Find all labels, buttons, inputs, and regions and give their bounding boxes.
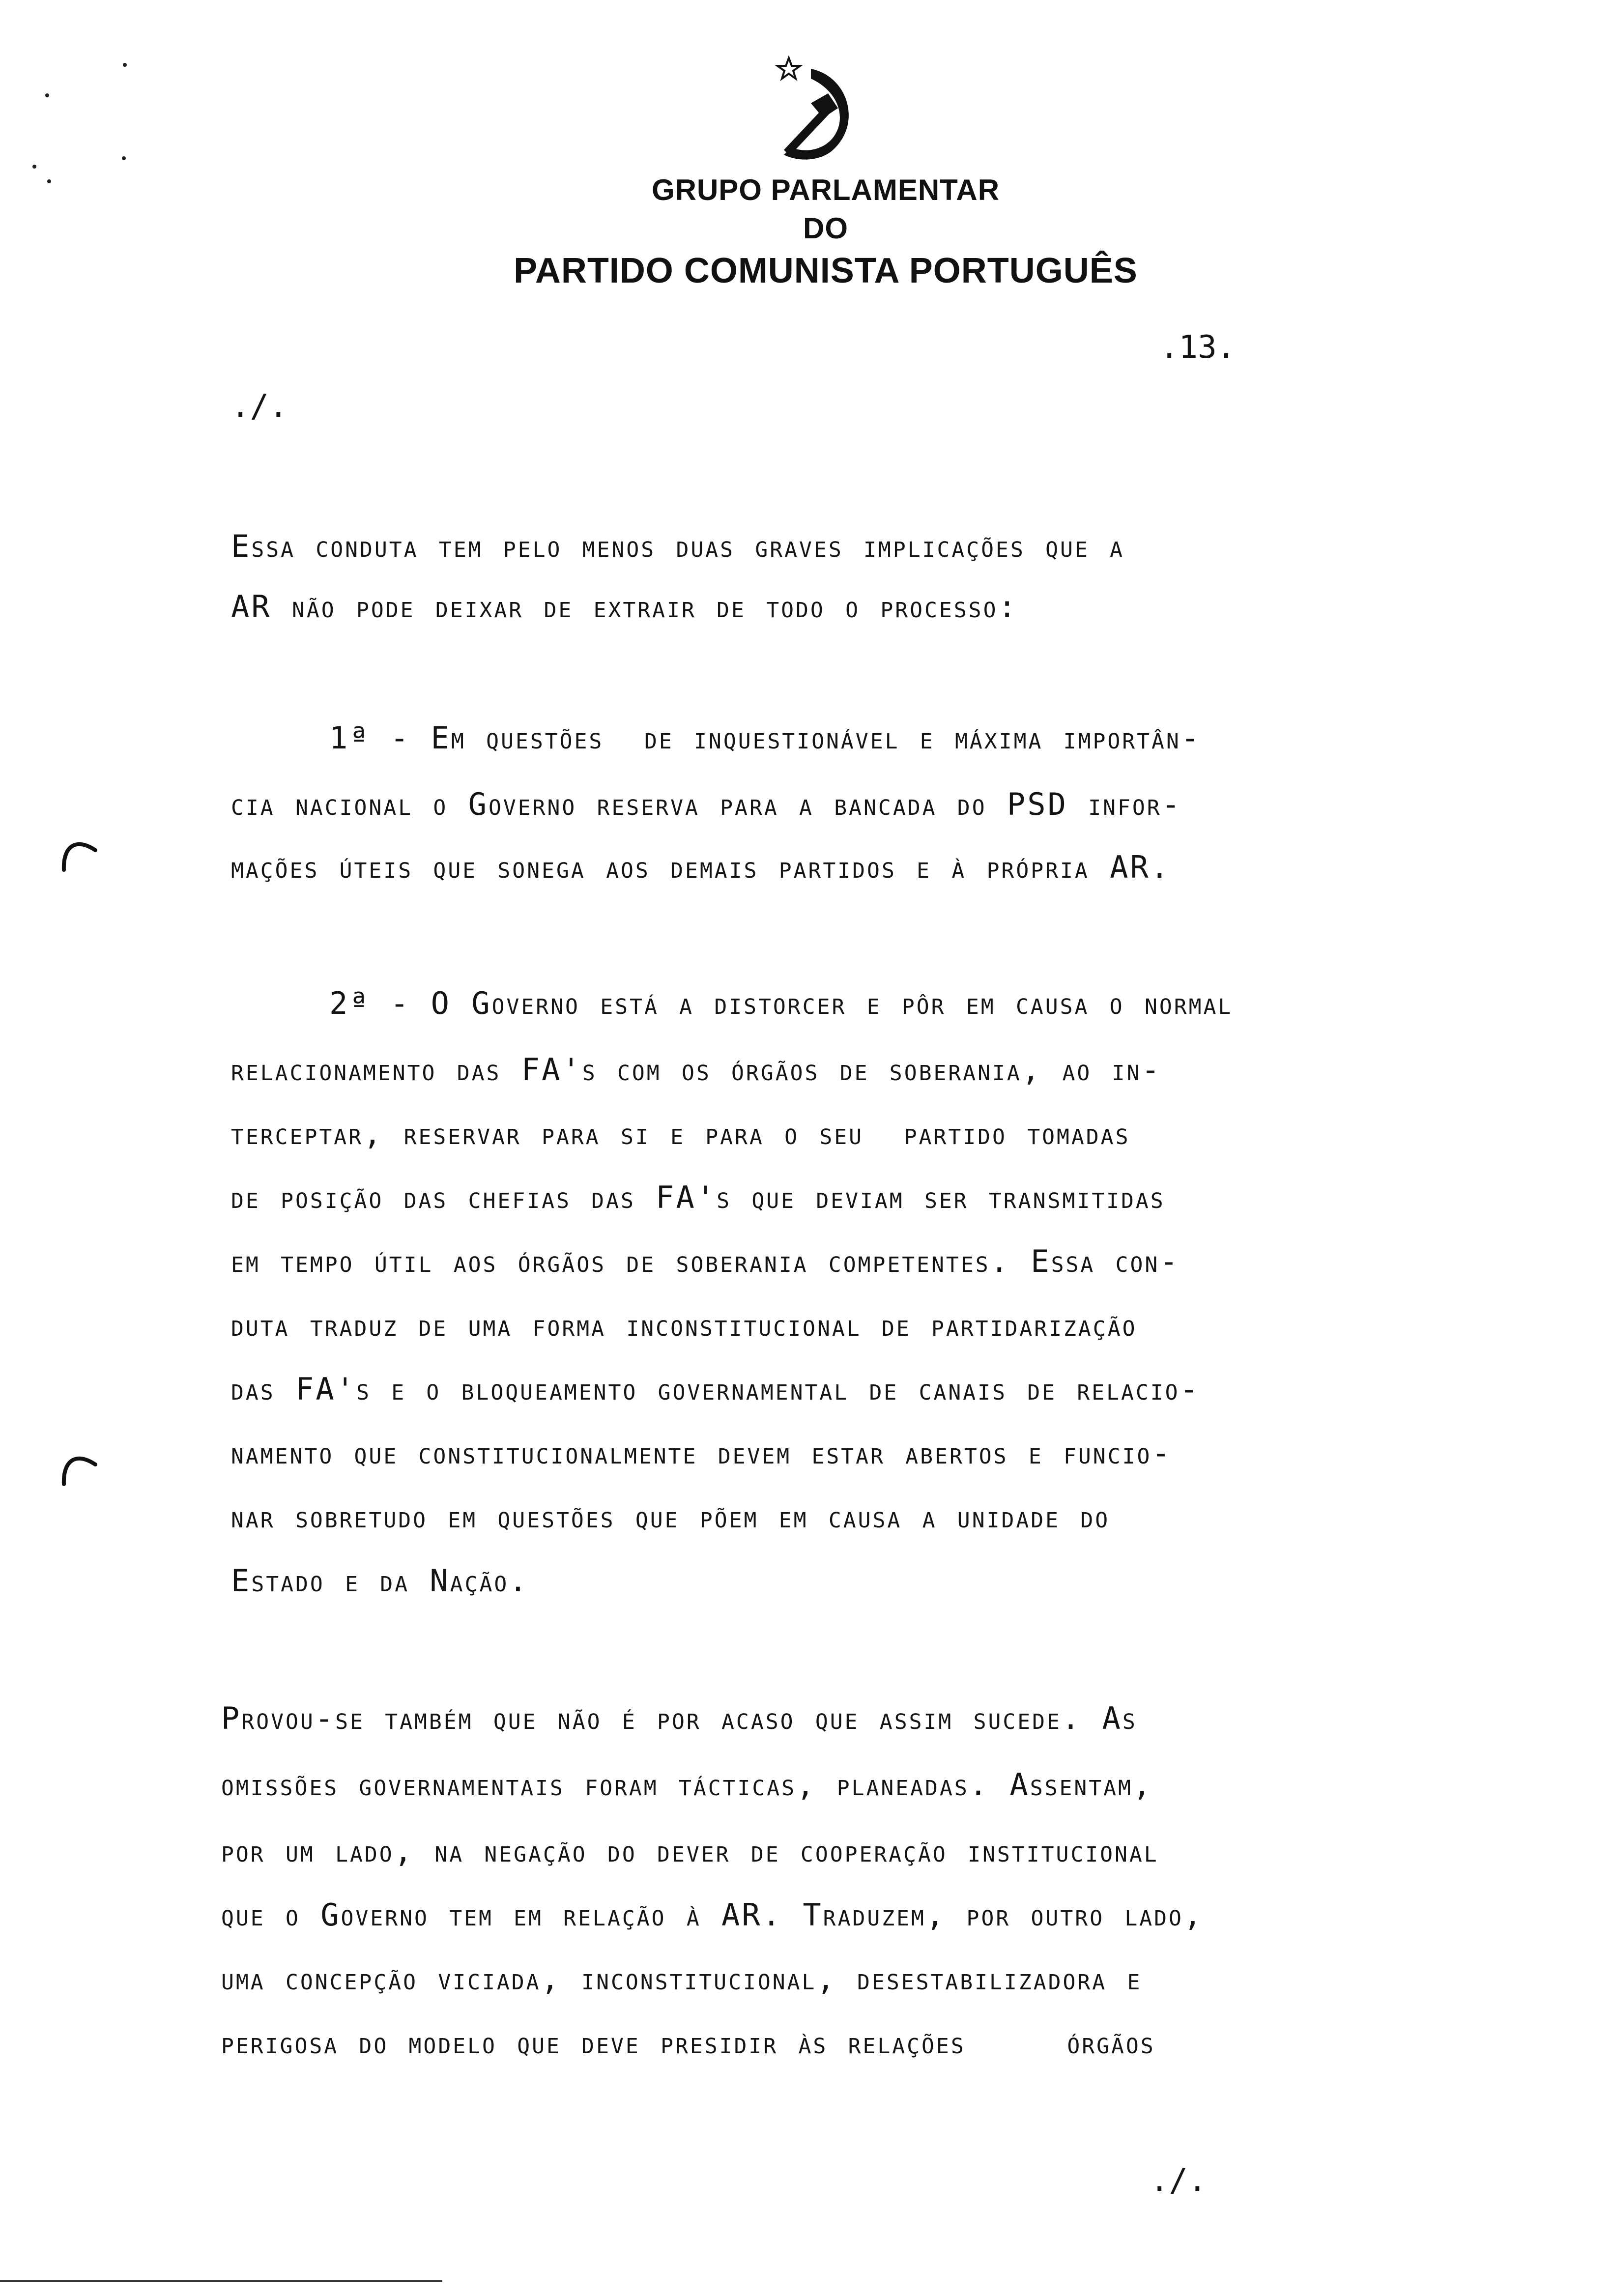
body-line: namento que constitucionalmente devem estar abertos e funcio- bbox=[231, 1435, 1172, 1471]
hammer-and-sickle-star-icon bbox=[764, 49, 867, 167]
scan-speck bbox=[45, 93, 49, 97]
body-line: das FA's e o bloqueamento governamental de canais de relacio- bbox=[231, 1371, 1200, 1407]
body-line: Essa conduta tem pelo menos duas graves implicações que a bbox=[231, 528, 1125, 564]
scan-speck bbox=[123, 63, 127, 67]
body-line: Estado e da Nação. bbox=[231, 1563, 529, 1599]
body-line: cia nacional o Governo reserva para a bancada do PSD infor- bbox=[231, 786, 1182, 822]
body-line: mações úteis que sonega aos demais partidos e à própria AR. bbox=[231, 849, 1171, 885]
body-line: relacionamento das FA's com os órgãos de soberania, ao in- bbox=[231, 1052, 1162, 1088]
body-line: 1ª - Em questões de inquestionável e máxima importân- bbox=[329, 720, 1202, 756]
body-line: terceptar, reservar para si e para o seu partido tomadas bbox=[231, 1116, 1130, 1151]
scan-speck bbox=[122, 156, 126, 160]
body-line: em tempo útil aos órgãos de soberania competentes. Essa con- bbox=[231, 1243, 1180, 1279]
body-line: omissões governamentais foram tácticas, planeadas. Assentam, bbox=[221, 1767, 1153, 1803]
header-party-group: GRUPO PARLAMENTAR bbox=[651, 173, 1000, 206]
body-line: nar sobretudo em questões que põem em causa a unidade do bbox=[231, 1499, 1110, 1535]
body-line: por um lado, na negação do dever de cooperação institucional bbox=[221, 1833, 1159, 1869]
bottom-edge-rule bbox=[0, 2280, 442, 2282]
header-party-name: PARTIDO COMUNISTA PORTUGUÊS bbox=[514, 251, 1138, 290]
header-do: DO bbox=[803, 212, 848, 245]
continues-next-page-mark: ./. bbox=[1150, 2162, 1207, 2199]
continued-from-previous-mark: ./. bbox=[231, 388, 288, 425]
page-number: .13. bbox=[1160, 329, 1236, 366]
body-line: que o Governo tem em relação à AR. Traduzem, por outro lado, bbox=[221, 1897, 1204, 1933]
body-line: Provou-se também que não é por acaso que assim sucede. As bbox=[221, 1700, 1137, 1736]
body-line: duta traduz de uma forma inconstitucional de partidarização bbox=[231, 1307, 1137, 1343]
binder-hole-mark bbox=[60, 831, 99, 875]
body-line: perigosa do modelo que deve presidir às relações órgãos bbox=[221, 2025, 1155, 2061]
body-line: de posição das chefias das FA's que deviam ser transmitidas bbox=[231, 1179, 1165, 1215]
body-line: AR não pode deixar de extrair de todo o processo: bbox=[231, 589, 1018, 625]
scan-speck bbox=[32, 165, 36, 169]
binder-hole-mark bbox=[60, 1445, 99, 1489]
body-line: 2ª - O Governo está a distorcer e pôr em causa o normal bbox=[329, 985, 1233, 1021]
body-line: uma concepção viciada, inconstitucional, desestabilizadora e bbox=[221, 1961, 1142, 1997]
